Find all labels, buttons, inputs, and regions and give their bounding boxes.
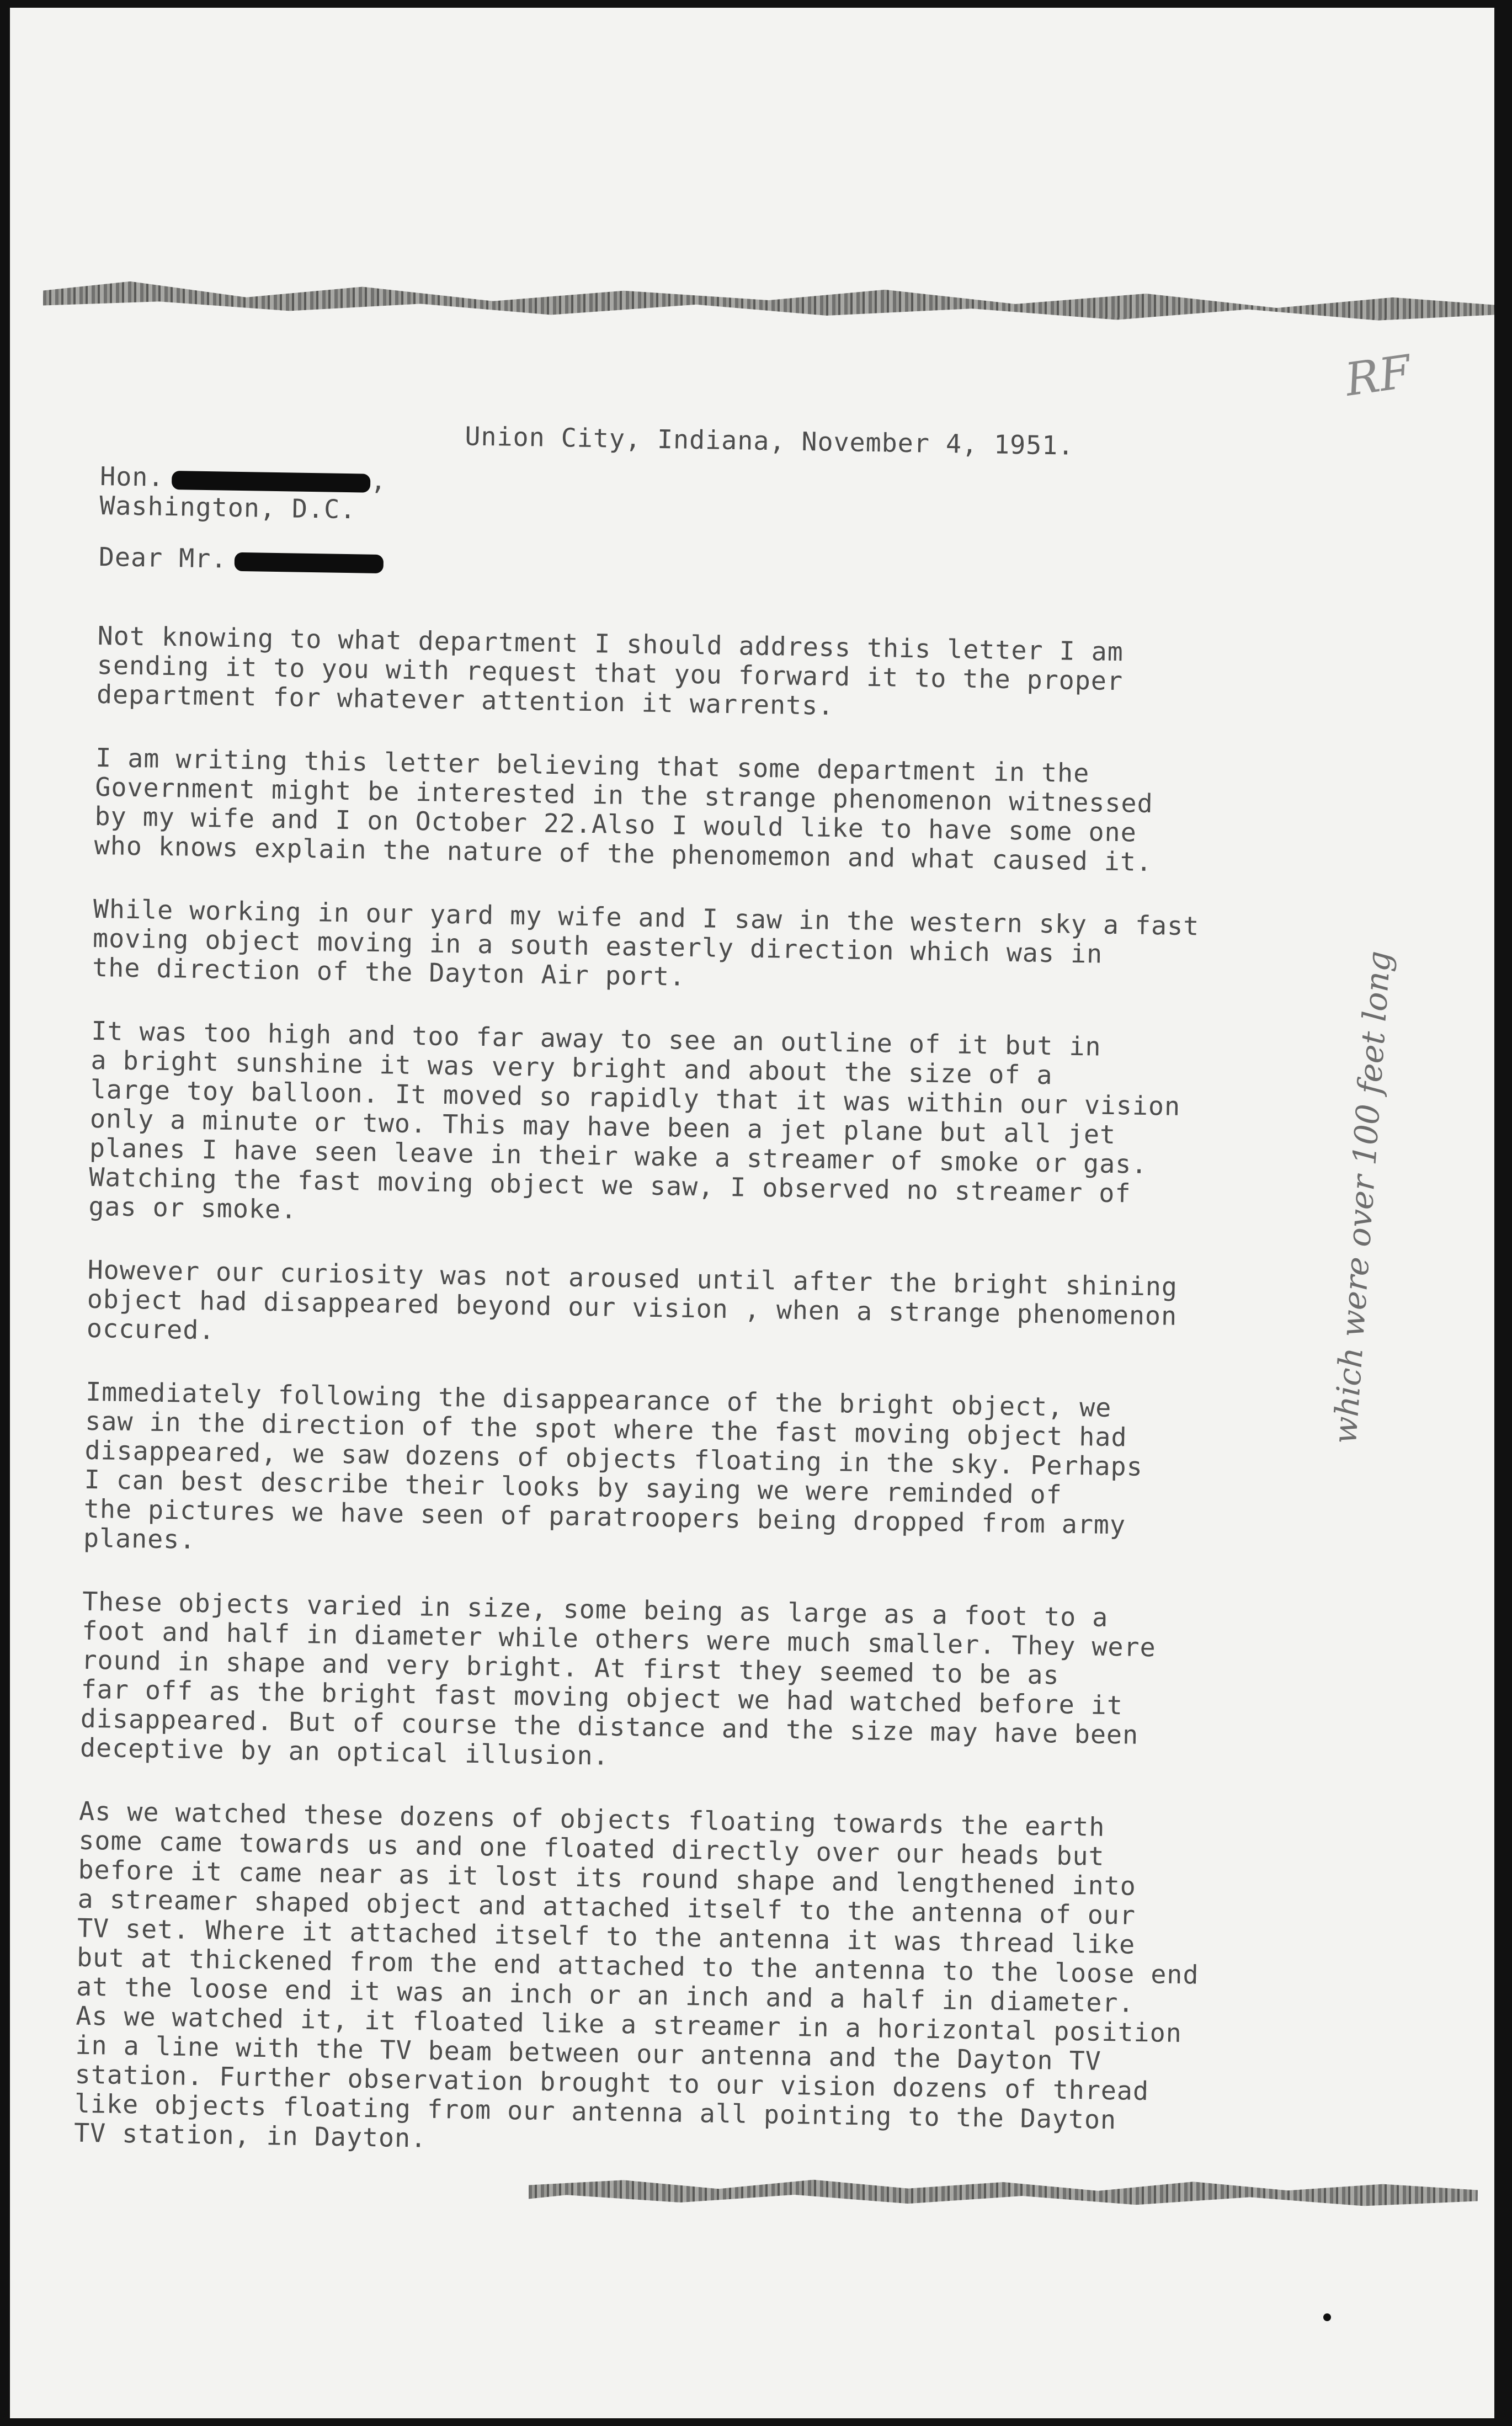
redaction-bar (235, 552, 384, 573)
paragraph: As we watched these dozens of objects floating towards the earth some came towards us and one floated directly over our heads but before it came near as it lost its round shape and lengthened into a streamer shaped object and attached itself to the antenna of our TV set. Where it attached itself to the antenna it was thread like but at thickened from the end attached to the antenna to the loose end at the loose end it was an inch or an inch and a half in diameter. As we watched it, it floated like a streamer in a horizontal position in a line with the TV beam between our antenna and the Dayton TV station. Further observation brought to our vision dozens of thread like objects floating from our antenna all pointing to the Dayton TV station, in Dayton. (73, 1796, 1199, 2153)
letter-page (10, 8, 1494, 2418)
salutation: Dear Mr. (98, 541, 227, 574)
torn-edge-top (43, 278, 1494, 323)
handwritten-margin-note: which were over 100 feet long (1326, 949, 1398, 1445)
address-prefix: Hon. (99, 461, 164, 492)
ink-dot (1323, 2313, 1331, 2321)
paragraph: However our curiosity was not aroused until after the bright shining object had disappeared beyond our vision , when a strange phenomenon occured. (86, 1254, 1178, 1345)
rf-annotation: RF (1341, 345, 1414, 407)
paragraph: Not knowing to what department I should address this letter I am sending it to you with request that you forward it to the proper department for whatever attention it warrents. (96, 620, 1124, 721)
paragraphs (74, 621, 1323, 2167)
address-suffix: , (370, 465, 387, 496)
letter-body (73, 416, 1326, 2201)
address-line-2: Washington, D.C. (99, 490, 356, 525)
paragraph: Immediately following the disappearance of the bright object, we saw in the direction of the spot where the fast moving object had disappeared, we saw dozens of objects floating in the sky. Perhaps I can best describe their looks by saying we were reminded of the pictures we have seen of paratroopers being dropped from army planes. (83, 1376, 1143, 1555)
paragraph: It was too high and too far away to see an outline of it but in a bright sunshine it was very bright and about the size of a large toy balloon. It moved so rapidly that it was within our vision only a minute or two. This may have been a jet plane but all jet planes I have seen leave in their wake a streamer of smoke or gas. Watching the fast moving object we saw, I observed no streamer of gas or smoke. (88, 1015, 1181, 1225)
salutation-line (99, 542, 1324, 591)
paragraph: These objects varied in size, some being as large as a foot to a foot and half in diameter while others were much smaller. They were round in shape and very bright. At first they seemed to be as far off as the bright fast moving object we had watched before it disappeared. But of course the distance and the size may have been deceptive by an optical illusion. (79, 1586, 1157, 1771)
redaction-bar (172, 471, 370, 493)
paragraph: While working in our yard my wife and I saw in the western sky a fast moving object moving in a south easterly direction which was in the direction of the Dayton Air port. (92, 893, 1200, 992)
dateline: Union City, Indiana, November 4, 1951. (465, 421, 1074, 461)
paragraph: I am writing this letter believing that some department in the Government might be interested in the strange phenomenon witnessed by my wife and I on October 22.Also I would like to have some one who knows explain the nature of the phenomemon and what caused it. (94, 742, 1154, 877)
